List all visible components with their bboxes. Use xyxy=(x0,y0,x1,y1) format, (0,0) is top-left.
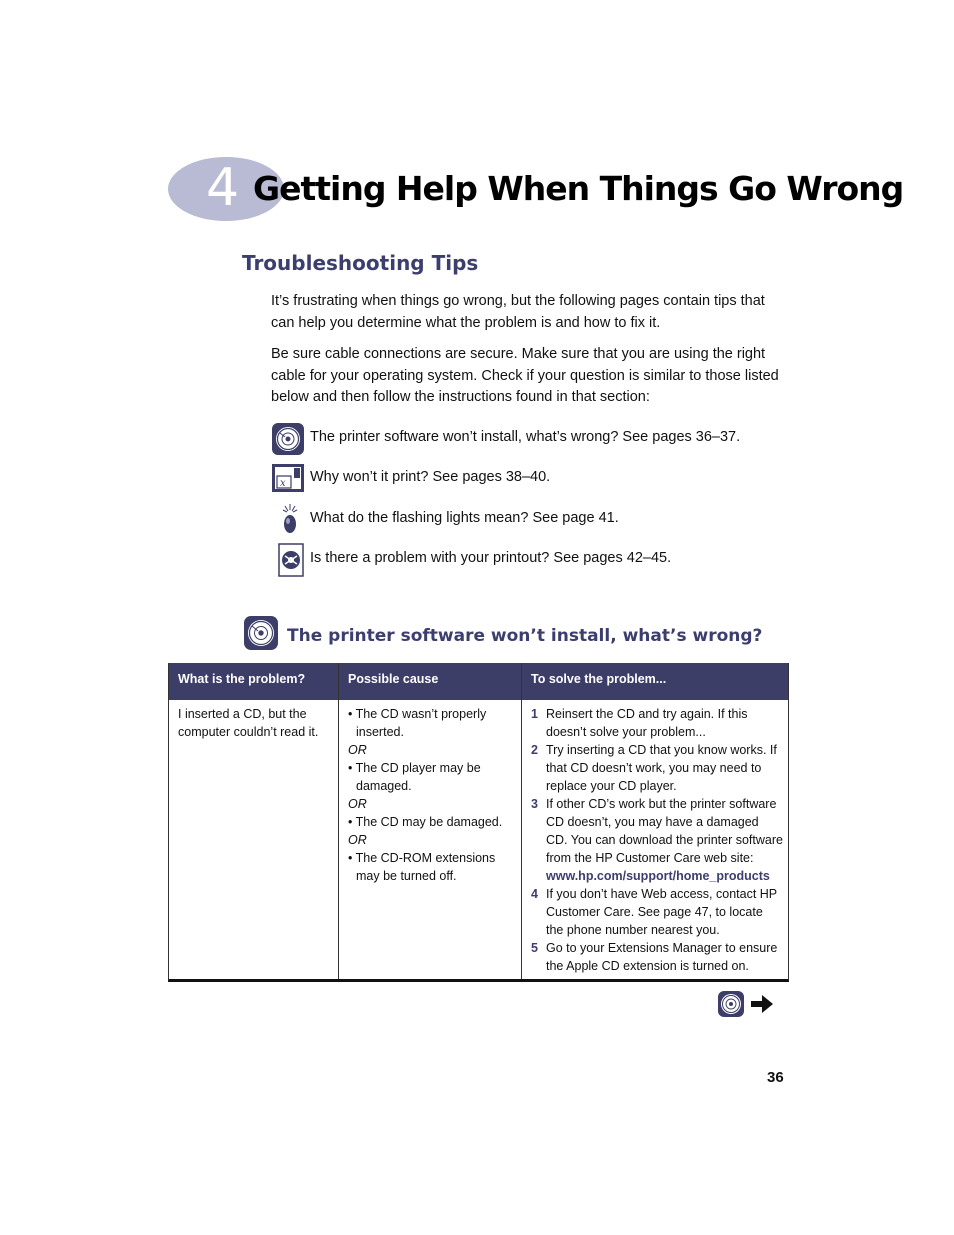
solution-step: 5 Go to your Extensions Manager to ensure the Apple CD extension is turned on. xyxy=(531,941,778,973)
table-header xyxy=(169,663,788,700)
column-header-solution: To solve the problem... xyxy=(531,672,667,686)
tip-item-flashing-lights[interactable] xyxy=(271,503,791,537)
solution-step: 3 If other CD’s work but the printer software CD doesn’t, you may have a damaged CD. You can download the printer software from the HP Customer Care web site: www.hp.com/support/home_products xyxy=(531,797,783,883)
cause-item: • The CD wasn’t properly inserted. xyxy=(348,707,487,739)
or-label: OR xyxy=(348,833,367,847)
problem-cell xyxy=(178,705,338,741)
tip-text: The printer software won’t install, what’s wrong? See pages 36–37. xyxy=(310,429,741,445)
column-divider xyxy=(521,663,522,979)
solution-step: 4 If you don’t have Web access, contact HP Customer Care. See page 47, to locate the phone number nearest you. xyxy=(531,887,777,937)
column-header-problem: What is the problem? xyxy=(178,672,306,686)
problem-line: I inserted a CD, but the xyxy=(178,707,307,721)
solution-step: 2 Try inserting a CD that you know works. If that CD doesn’t work, you may need to replace your CD player. xyxy=(531,743,777,793)
chapter-heading xyxy=(168,155,904,225)
or-label: OR xyxy=(348,743,367,757)
column-divider xyxy=(338,663,339,979)
cd-icon xyxy=(271,422,305,456)
or-label: OR xyxy=(348,797,367,811)
problem-line: computer couldn’t read it. xyxy=(178,725,319,739)
tip-item-software-install[interactable] xyxy=(271,422,791,456)
cause-item: • The CD player may be damaged. xyxy=(348,761,481,793)
troubleshooting-table xyxy=(168,663,789,982)
arrow-right-icon[interactable] xyxy=(750,994,774,1014)
tip-item-printout-problem[interactable] xyxy=(271,543,791,577)
cd-icon xyxy=(717,990,745,1018)
intro-paragraph-1: It’s frustrating when things go wrong, but the following pages contain tips that can help you determine what the problem is and how to fix it. xyxy=(271,293,765,331)
tip-text: Is there a problem with your printout? See pages 42–45. xyxy=(310,550,672,566)
tip-text: What do the flashing lights mean? See page 41. xyxy=(310,510,619,526)
continue-navigation[interactable] xyxy=(717,990,777,1018)
flashing-light-icon xyxy=(271,503,305,537)
chapter-title: Getting Help When Things Go Wrong xyxy=(253,169,904,208)
section-title: Troubleshooting Tips xyxy=(242,251,479,275)
cause-item: • The CD-ROM extensions may be turned off. xyxy=(348,851,496,883)
tip-text: Why won’t it print? See pages 38–40. xyxy=(310,469,551,485)
intro-paragraph-2: Be sure cable connections are secure. Make sure that you are using the right cable for your operating system. Check if your question is similar to those listed below and then follow the instructions found in that section: xyxy=(271,346,779,405)
tip-item-wont-print[interactable] xyxy=(271,462,791,496)
subsection-title: The printer software won’t install, what’s wrong? xyxy=(287,626,763,646)
column-header-cause: Possible cause xyxy=(348,672,439,686)
cause-cell xyxy=(348,705,518,885)
cd-icon xyxy=(243,615,279,651)
solution-cell xyxy=(531,705,783,975)
chapter-number: 4 xyxy=(206,158,240,218)
svg-text:x: x xyxy=(280,478,286,489)
hp-support-link[interactable]: www.hp.com/support/home_products xyxy=(546,869,770,883)
printout-problem-icon xyxy=(271,543,305,577)
page-number: 36 xyxy=(767,1069,784,1086)
solution-step: 1 Reinsert the CD and try again. If this doesn’t solve your problem... xyxy=(531,707,748,739)
printer-x-icon xyxy=(271,462,305,496)
cause-item: • The CD may be damaged. xyxy=(348,815,503,829)
